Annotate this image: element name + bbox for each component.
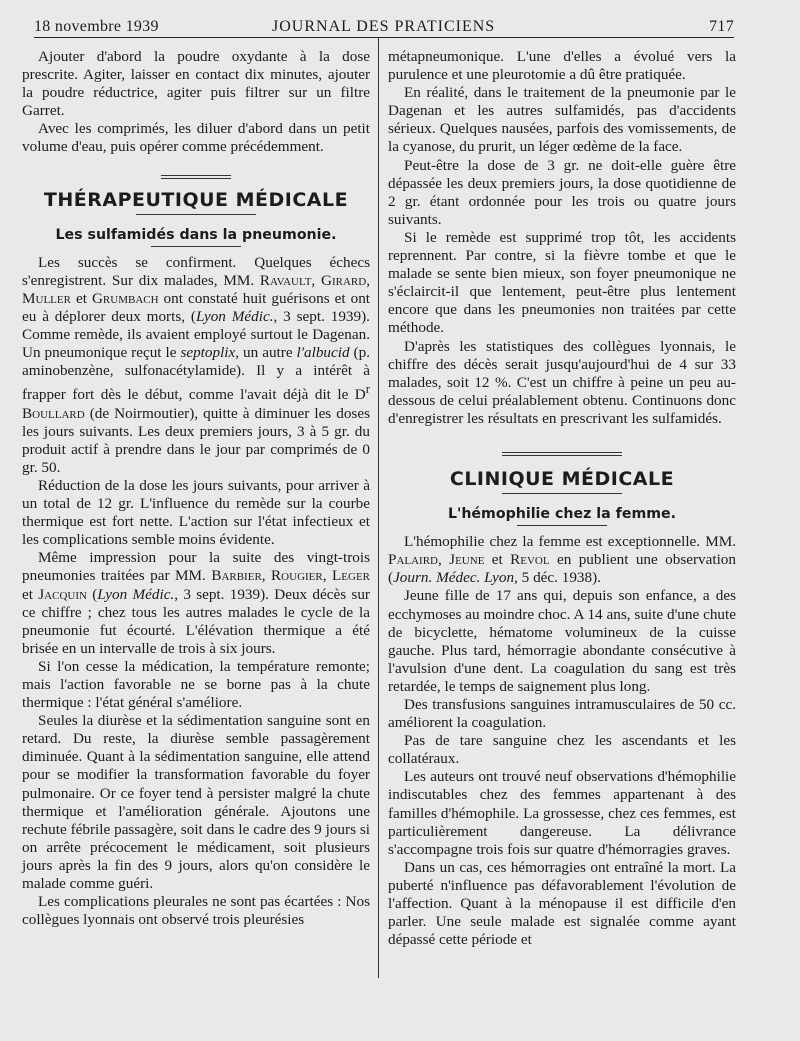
paragraph: Seules la diurèse et la sédimentation sanguine sont en retard. Du reste, la diurèse semble passagèrement diminuée. Quant à la sédimentation sanguine, elle attend pour se modifier la transformation favorable du foyer pulmonaire. Or ce foyer tend à persister malgré la chute thermique et l'amélioration générale. Ajoutons une rechute fébrile passagère, soit dans le cadre des 9 jours si on arrête précocement le médicament, soit plusieurs jours après la fin des 9 jours, alors qu'on considère le malade comme guéri.: [22, 712, 370, 892]
author-name: Muller: [22, 289, 71, 307]
drug-name: l'albucid: [296, 344, 350, 362]
paragraph: Des transfusions sanguines intramusculaires de 50 cc. améliorent la coagulation.: [388, 696, 736, 732]
right-column: [388, 48, 736, 949]
paragraph: Si le remède est supprimé trop tôt, les accidents reprennent. Par contre, si la fièvre tombe et que le malade se sente bien mieux, son foyer pneumonique ne s'éclaircit-il que lentement, peut-être plus lentement encore que dans les pneumonies non traitées par cette méthode.: [388, 228, 736, 337]
author-name: Jacquin: [38, 585, 87, 603]
paragraph: Les succès se confirment. Quelques échecs s'enregistrent. Sur dix malades, MM. Ravault, Girard, Muller et Grumbach ont constaté huit guérisons et ont eu à déplorer deux morts, (Lyon Médic., 3 sept. 1939). Comme remède, ils avaient employé surtout le Dagenan. Un pneumonique reçut le septoplix, un autre l'albucid (p. aminobenzène, sulfonacétylamide). Il y a intérêt à frapper fort dès le début, comme l'avait déjà dit le $D^r$ Boullard (de Noirmoutier), quitte à diminuer les doses les jours suivants. Les deux premiers jours, 3 à 5 gr. du produit actif à prendre dans le jour par comprimés de 0 gr. 50.: [22, 253, 371, 476]
journal-title: JOURNAL DES PRATICIENS: [272, 18, 496, 35]
paragraph: Les complications pleurales ne sont pas écartées : Nos collègues lyonnais ont observé trois pleurésies: [22, 893, 370, 929]
drug-name: septoplix: [180, 344, 236, 362]
author-name: Ravault: [259, 271, 312, 289]
paragraph: L'hémophilie chez la femme est exceptionnelle. MM. Palaird, Jeune et Revol en publient une observation (Journ. Médec. Lyon, 5 déc. 1938).: [388, 533, 736, 587]
section-title: THÉRAPEUTIQUE MÉDICALE: [43, 188, 349, 211]
paragraph: Avec les comprimés, les diluer d'abord dans un petit volume d'eau, puis opérer comme précédemment.: [22, 120, 370, 156]
author-name: Revol: [510, 551, 550, 569]
article-title: L'hémophilie chez la femme.: [447, 506, 677, 523]
paragraph: Réduction de la dose les jours suivants, pour arriver à un total de 12 gr. L'influence du remède sur la courbe thermique est fort nette. L'action sur l'état infectieux et les complications semble moins évidente.: [22, 476, 370, 549]
paragraph: Même impression pour la suite des vingt-trois pneumonies traitées par MM. Barbier, Rougier, Leger et Jacquin (Lyon Médic., 3 sept. 1939). Deux décès sur ce chiffre ; chez tous les autres malades le cycle de la pneumonie fut écourté. L'élévation thermique a été brisée en un intervalle de trois à six jours.: [22, 549, 370, 657]
author-name: Girard: [321, 271, 367, 289]
paragraph: En réalité, dans le traitement de la pneumonie par le Dagenan et les autres sulfamidés, pas d'accidents sérieux. Quelques nausées, parfois des vomissements, de la cyanose, du prurit, un léger œdème de la face.: [388, 84, 736, 156]
citation: Lyon Médic.: [97, 585, 175, 603]
citation: Lyon Médic.: [195, 308, 274, 326]
left-column: [22, 48, 370, 929]
author-name: Leger: [332, 567, 370, 585]
author-name: Barbier: [211, 567, 262, 585]
citation: Journ. Médec. Lyon: [393, 569, 515, 587]
paragraph: Les auteurs ont trouvé neuf observations d'hémophilie indiscutables chez des femmes appartenant à des familles d'hémophile. La grossesse, chez ces femmes, est particulièrement dangereuse. La délivrance s'accompagne trois fois sur quatre d'hémorragies graves.: [388, 768, 736, 858]
author-name: Grumbach: [91, 289, 159, 307]
issue-date: 18 novembre 1939: [34, 18, 159, 35]
page-header: [34, 14, 734, 38]
paragraph: D'après les statistiques des collègues lyonnais, le chiffre des décès serait jusqu'aujourd'hui de 4 sur 33 malades, soit 12 %. C'est un chiffre à peine un peu au-dessous de celui préalablement obtenu. Continuons donc d'enregistrer les résultats en prescrivant les sulfamidés.: [388, 337, 736, 427]
author-name: Rougier: [271, 567, 323, 585]
page-number: 717: [709, 18, 734, 35]
paragraph: Jeune fille de 17 ans qui, depuis son enfance, a des ecchymoses au moindre choc. A 14 ans, suite d'une chute de bicyclette, hématome volumineux de la cuisse gauche. Plus tard, hémorragie abondante consécutive à l'avulsion d'une dent. La coagulation du sang est très retardée, le temps de saignement plus long.: [388, 587, 736, 695]
article-title: Les sulfamidés dans la pneumonie.: [55, 226, 337, 243]
paragraph: Ajouter d'abord la poudre oxydante à la dose prescrite. Agiter, laisser en contact dix minutes, ajouter la poudre réductrice, agiter puis filtrer sur un filtre Garret.: [22, 48, 370, 120]
section-title: CLINIQUE MÉDICALE: [449, 467, 675, 490]
paragraph: Peut-être la dose de 3 gr. ne doit-elle guère être dépassée les deux premiers jours, la dose quotidienne de 2 gr. étant ordonnée pour les trois ou quatre jours suivants.: [388, 156, 736, 228]
header-rule: [34, 37, 734, 38]
author-name: Boullard: [22, 404, 85, 422]
column-divider: [378, 38, 379, 978]
author-name: Palaird: [388, 551, 438, 569]
author-name: Jeune: [449, 551, 485, 569]
paragraph: métapneumonique. L'une d'elles a évolué vers la purulence et une pleurotomie a dû être pratiquée.: [388, 48, 736, 84]
paragraph: Pas de tare sanguine chez les ascendants et les collatéraux.: [388, 732, 736, 768]
paragraph: Si l'on cesse la médication, la température remonte; mais l'action favorable ne se borne pas à la chute thermique : l'état général s'améliore.: [22, 657, 370, 712]
paragraph: Dans un cas, ces hémorragies ont entraîné la mort. La puberté n'influence pas défavorablement l'évolution de l'affection. Quant à la ménopause il est difficile d'en parler. Une seule malade est signalée comme ayant dépassé cette période et: [388, 858, 736, 949]
